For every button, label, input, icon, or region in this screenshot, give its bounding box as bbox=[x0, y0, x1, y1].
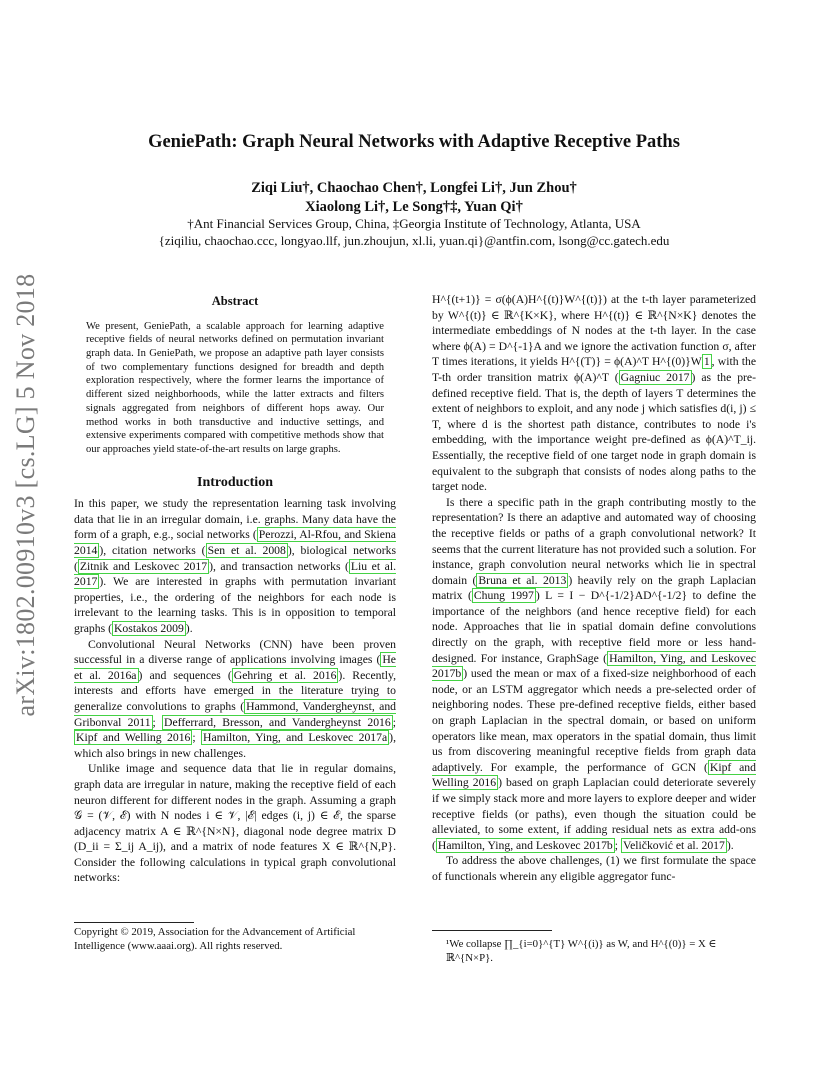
citation-link[interactable]: Perozzi, Al-Rfou, and Skiena 2014 bbox=[74, 528, 396, 557]
citation-link[interactable]: Zitnik and Leskovec 2017 bbox=[79, 559, 208, 573]
citation-link[interactable]: Hamilton, Ying, and Leskovec 2017b bbox=[437, 838, 613, 852]
intro-paragraph-1: In this paper, we study the representation learning task involving data that lie in an irregular domain, i.e. graphs. Many data have the form of a graph, e.g., social networks ( Perozzi, Al-Rfou, and Skiena 2014 ), citation networks ( Sen et al. 2008 ), biological networks ( Zitnik and Leskovec 2017 ), and transaction networks ( Liu et al. 2017 ). We are interested in graphs with permutation invariant properties, i.e., the ordering of the neighbors for each node is irrelevant to the learning tasks. This is in opposition to temporal graphs ( Kostakos 2009 ). bbox=[74, 497, 397, 635]
footnote-link[interactable]: 1 bbox=[703, 355, 710, 369]
citation-link[interactable]: Hammond, Vandergheynst, and Gribonval 2011 bbox=[74, 699, 397, 729]
author-emails: {ziqiliu, chaochao.ccc, longyao.llf, jun.zhoujun, xl.li, yuan.qi}@antfin.com, lsong@cc.gatech.edu bbox=[158, 233, 670, 248]
citation-link[interactable]: Liu et al. 2017 bbox=[74, 559, 396, 589]
footnote: ¹We collapse ∏_{i=0}^{T} W^{(i)} as W, and H^{(0)} = X ∈ ℝ^{N×P}. bbox=[446, 938, 717, 964]
citation-link[interactable]: Chung 1997 bbox=[473, 589, 534, 603]
citation-link[interactable]: Kostakos 2009 bbox=[113, 621, 184, 635]
abstract-heading: Abstract bbox=[211, 294, 259, 308]
right-paragraph-2: Is there a specific path in the graph contributing mostly to the representation? Is there an adaptive and automated way of choosing the receptive fields or paths of a graph convolutional network? It seems that the current literature has not provided such a solution. For instance, graph convolution neural networks which lie in spectral domain ( Bruna et al. 2013 ) heavily rely on the graph Laplacian matrix ( Chung 1997 ) L = I − D^{-1/2}AD^{-1/2} to define the importance of the neighbors (and hence receptive field) for each node. Approaches that lie in spatial domain define convolutions directly on the graph, with receptive field more or less hand-designed. For instance, GraphSage ( Hamilton, Ying, and Leskovec 2017b ) used the mean or max of a fixed-size neighborhood of each node, or an LSTM aggregator which needs a pre-selected order of neighboring nodes. These pre-defined receptive fields, either based on graph Laplacian in the spectral domain, or based on uniform operators like mean, max operators in the spatial domain, thus limit us from discovering meaningful receptive fields from graph data adaptively. For example, the performance of GCN ( Kipf and Welling 2016 ) based on graph Laplacian could deteriorate severely if we simply stack more and more layers to explore deeper and wider receptive fields (or paths), even though the situation could be alleviated, to some extent, if adding residual nets as extra add-ons ( Hamilton, Ying, and Leskovec 2017b ; Veličković et al. 2017 ). bbox=[432, 495, 757, 852]
right-paragraph-1: H^{(t+1)} = σ(ϕ(A)H^{(t)}W^{(t)}) at the t-th layer parameterized by W^{(t)} ∈ ℝ^{K×K}, where H^{(t)} ∈ ℝ^{N×K} denotes the intermediate embeddings of N nodes at the t-th layer. In the case where ϕ(A) = D^{-1}A and we ignore the activation function σ, after T times iterations, it yields H^{(T)} = ϕ(A)^T H^{(0)}W 1 , with the T-th order transition matrix ϕ(A)^T ( Gagniuc 2017 ) as the pre-defined receptive field. That is, the depth of layers T determines the extent of neighbors to exploit, and any node j which satisfies d(i, j) ≤ T, where d is the shortest path distance, contributes to node i's embedding, with the importance weight pre-defined as ϕ(A)^T_ij. Essentially, the receptive field of one target node in graph domain is equivalent to the subgraph that consists of nodes along paths to the target node. bbox=[432, 293, 757, 494]
arxiv-identifier: arXiv:1802.00910v3 [cs.LG] 5 Nov 2018 bbox=[11, 273, 40, 717]
copyright-notice: Copyright © 2019, Association for the Advancement of Artificial Intelligence (www.aaai.org). All rights reserved. bbox=[74, 926, 356, 952]
citation-link[interactable]: Sen et al. 2008 bbox=[207, 544, 286, 557]
abstract-text: We present, GeniePath, a scalable approach for learning adaptive receptive fields of neural networks defined on permutation invariant graph data. In GeniePath, we propose an adaptive path layer consists of two complementary functions designed for breadth and depth exploration respectively, where the former learns the importance of different sized neighborhoods, while the latter extracts and filters signals aggregated from neighbors of different hops away. Our method works in both transductive and inductive settings, and extensive experiments compared with competitive methods show that our approaches yield state-of-the-art results on large graphs. bbox=[86, 320, 384, 455]
left-column bbox=[74, 294, 396, 886]
citation-link[interactable]: Gagniuc 2017 bbox=[620, 370, 690, 384]
intro-heading: Introduction bbox=[197, 474, 273, 490]
right-column bbox=[432, 292, 756, 885]
affiliation: †Ant Financial Services Group, China, ‡Georgia Institute of Technology, Atlanta, USA bbox=[187, 216, 641, 231]
citation-link[interactable]: Hamilton, Ying, and Leskovec 2017a bbox=[203, 731, 388, 745]
citation-link[interactable]: Defferrard, Bresson, and Vandergheynst 2016 bbox=[164, 715, 391, 729]
intro-paragraph-2: Convolutional Neural Networks (CNN) have been proven successful in a diverse range of applications involving images ( He et al. 2016a ) and sequences ( Gehring et al. 2016 ). Recently, interests and efforts have emerged in the literature trying to generalize convolutions to graphs ( Hammond, Vandergheynst, and Gribonval 2011 ; Defferrard, Bresson, and Vandergheynst 2016 ; Kipf and Welling 2016 ; Hamilton, Ying, and Leskovec 2017a ), which also brings in new challenges. bbox=[74, 637, 397, 760]
arxiv-sidebar bbox=[6, 273, 46, 717]
intro-paragraph-3: Unlike image and sequence data that lie in regular domains, graph data are irregular in nature, making the receptive field of each neuron different for different nodes in the graph. Assuming a graph 𝒢 = (𝒱, ℰ) with N nodes i ∈ 𝒱, |ℰ| edges (i, j) ∈ ℰ, the sparse adjacency matrix A ∈ ℝ^{N×N}, diagonal node degree matrix D (D_ii = Σ_ij A_ij), and a matrix of node features X ∈ ℝ^{N,P}. Consider the following calculations in typical graph convolutional networks: bbox=[74, 762, 396, 885]
citation-link[interactable]: Kipf and Welling 2016 bbox=[76, 731, 191, 745]
authors-line-2: Xiaolong Li†, Le Song†‡, Yuan Qi† bbox=[305, 199, 523, 215]
citation-link[interactable]: Veličković et al. 2017 bbox=[622, 838, 725, 852]
right-paragraph-3: To address the above challenges, (1) we first formulate the space of functionals wherein any eligible aggregator func- bbox=[432, 854, 756, 883]
authors-line-1: Ziqi Liu†, Chaochao Chen†, Longfei Li†, Jun Zhou† bbox=[251, 180, 577, 196]
copyright-rule bbox=[74, 922, 194, 923]
paper-title: GeniePath: Graph Neural Networks with Adaptive Receptive Paths bbox=[148, 132, 680, 152]
citation-link[interactable]: Bruna et al. 2013 bbox=[478, 573, 567, 587]
citation-link[interactable]: He et al. 2016a bbox=[74, 653, 396, 682]
citation-link[interactable]: Gehring et al. 2016 bbox=[233, 668, 337, 682]
citation-link[interactable]: Kipf and Welling 2016 bbox=[432, 760, 756, 790]
footnote-rule bbox=[432, 930, 552, 931]
citation-link[interactable]: Hamilton, Ying, and Leskovec 2017b bbox=[432, 651, 756, 681]
